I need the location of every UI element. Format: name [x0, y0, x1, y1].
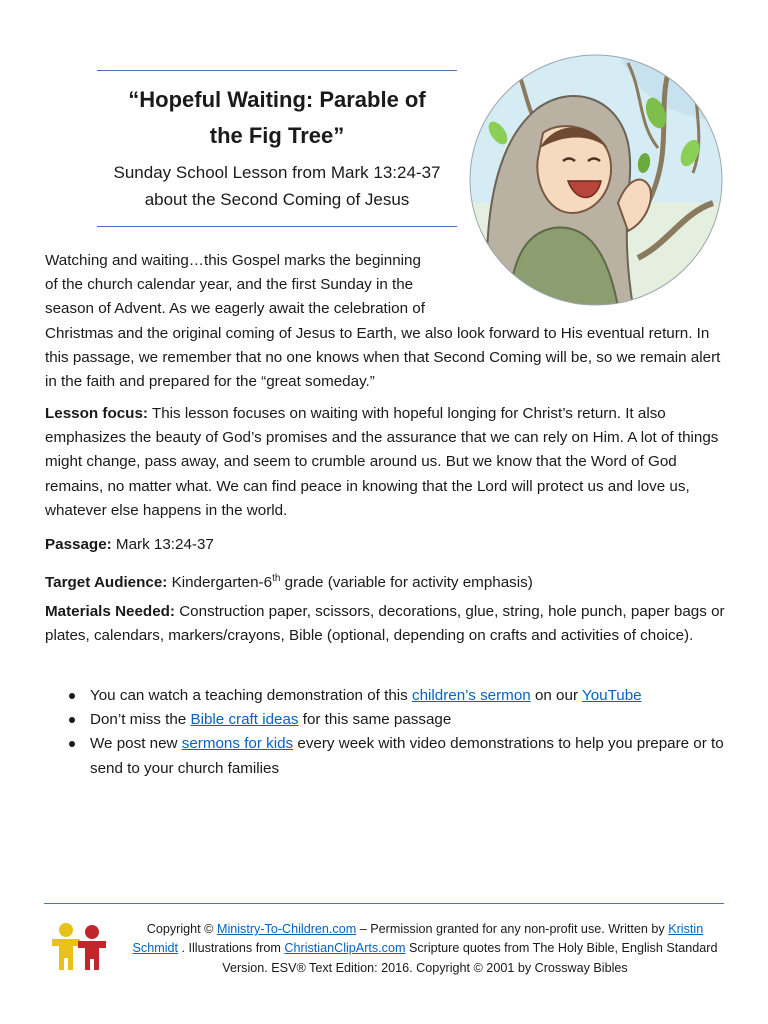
target-audience-text-end: grade (variable for activity emphasis) [280, 574, 533, 592]
lesson-title-line-1: “Hopeful Waiting: Parable of [128, 87, 426, 112]
list-item [45, 684, 730, 708]
intro-line: of the church calendar year, and the first Sunday in the [45, 276, 414, 294]
intro-line: Watching and waiting…this Gospel marks the beginning [45, 252, 421, 269]
bullet-icon [69, 717, 75, 723]
footer-divider [44, 903, 724, 904]
lesson-title [97, 82, 457, 154]
christian-clip-arts-link[interactable]: ChristianClipArts.com [284, 941, 406, 956]
intro-rest: Christmas and the original coming of Jesus to Earth, we also look forward to His eventual return. In this passage, we remember that no one knows when that Second Coming will be, so we remain alert in the faith and prepared for the “great someday.” [45, 324, 721, 391]
lesson-focus-label: Lesson focus: [45, 405, 148, 422]
footer-text: . Illustrations from [178, 941, 285, 956]
author-link[interactable]: Kristin Schmidt [132, 922, 704, 956]
lesson-subtitle-line-2: about the Second Coming of Jesus [144, 190, 410, 209]
intro-line: season of Advent. As we eagerly await the celebration of [45, 300, 425, 318]
target-audience-text: Kindergarten-6 [167, 574, 273, 592]
resources-list [45, 684, 730, 781]
bullet-text: You can watch a teaching demonstration of this [90, 687, 412, 704]
childrens-sermon-link[interactable]: children’s sermon [411, 687, 531, 704]
target-audience-label: Target Audience: [45, 574, 168, 592]
sermons-for-kids-link[interactable]: sermons for kids [181, 735, 294, 753]
ministry-to-children-logo [46, 920, 114, 972]
footer-text: Scripture quotes from The Holy Bible, English Standard Version. ESV® Text Edition: 2016. Copyright © 2001 by Crossway Bibles [222, 941, 718, 975]
passage-label: Passage: [45, 536, 112, 553]
intro-paragraph [45, 249, 730, 394]
bullet-text: for this same passage [298, 711, 452, 729]
lesson-subtitle-line-1: Sunday School Lesson from Mark 13:24-37 [113, 163, 441, 182]
passage-text: Mark 13:24-37 [111, 536, 214, 553]
lesson-subtitle [97, 159, 457, 213]
bullet-text: every week with video demonstrations to help you prepare or to send to your church families [90, 735, 724, 777]
materials-paragraph [45, 600, 730, 648]
materials-text: Construction paper, scissors, decorations, glue, string, hole punch, paper bags or plates, calendars, markers/crayons, Bible (optional, depending on crafts and activities of choice). [45, 603, 725, 645]
bullet-text: We post new [90, 735, 182, 753]
bible-craft-ideas-link[interactable]: Bible craft ideas [190, 711, 299, 729]
header-top-divider [97, 70, 457, 71]
youtube-link[interactable]: YouTube [581, 687, 642, 704]
footer-copyright [125, 920, 725, 978]
lesson-focus-paragraph [45, 402, 730, 523]
bullet-text: on our [530, 687, 582, 704]
footer-text: – Permission granted for any non-profit use. Written by [356, 922, 669, 936]
bullet-icon [69, 741, 75, 747]
lesson-title-line-2: the Fig Tree” [209, 123, 345, 148]
materials-label: Materials Needed: [45, 603, 175, 620]
header-bottom-divider [97, 226, 457, 227]
bullet-text: Don’t miss the [90, 711, 191, 729]
ministry-to-children-link[interactable]: Ministry-To-Children.com [216, 922, 357, 936]
target-audience-paragraph [45, 567, 730, 595]
list-item [45, 732, 730, 780]
target-audience-superscript: th [272, 573, 281, 584]
bullet-icon [69, 693, 75, 699]
footer-text: Copyright © [146, 922, 217, 936]
lesson-focus-text: This lesson focuses on waiting with hopeful longing for Christ’s return. It also emphasizes the beauty of God’s promises and the assurance that we can rely on Him. A lot of things might change, pass away, and seem to crumble around us. But we know that the Word of God remains, no matter what. We can find peace in knowing that the Lord will protect us and love us, whatever else happens in the world. [45, 405, 719, 519]
passage-paragraph [45, 533, 730, 557]
list-item [45, 708, 730, 732]
